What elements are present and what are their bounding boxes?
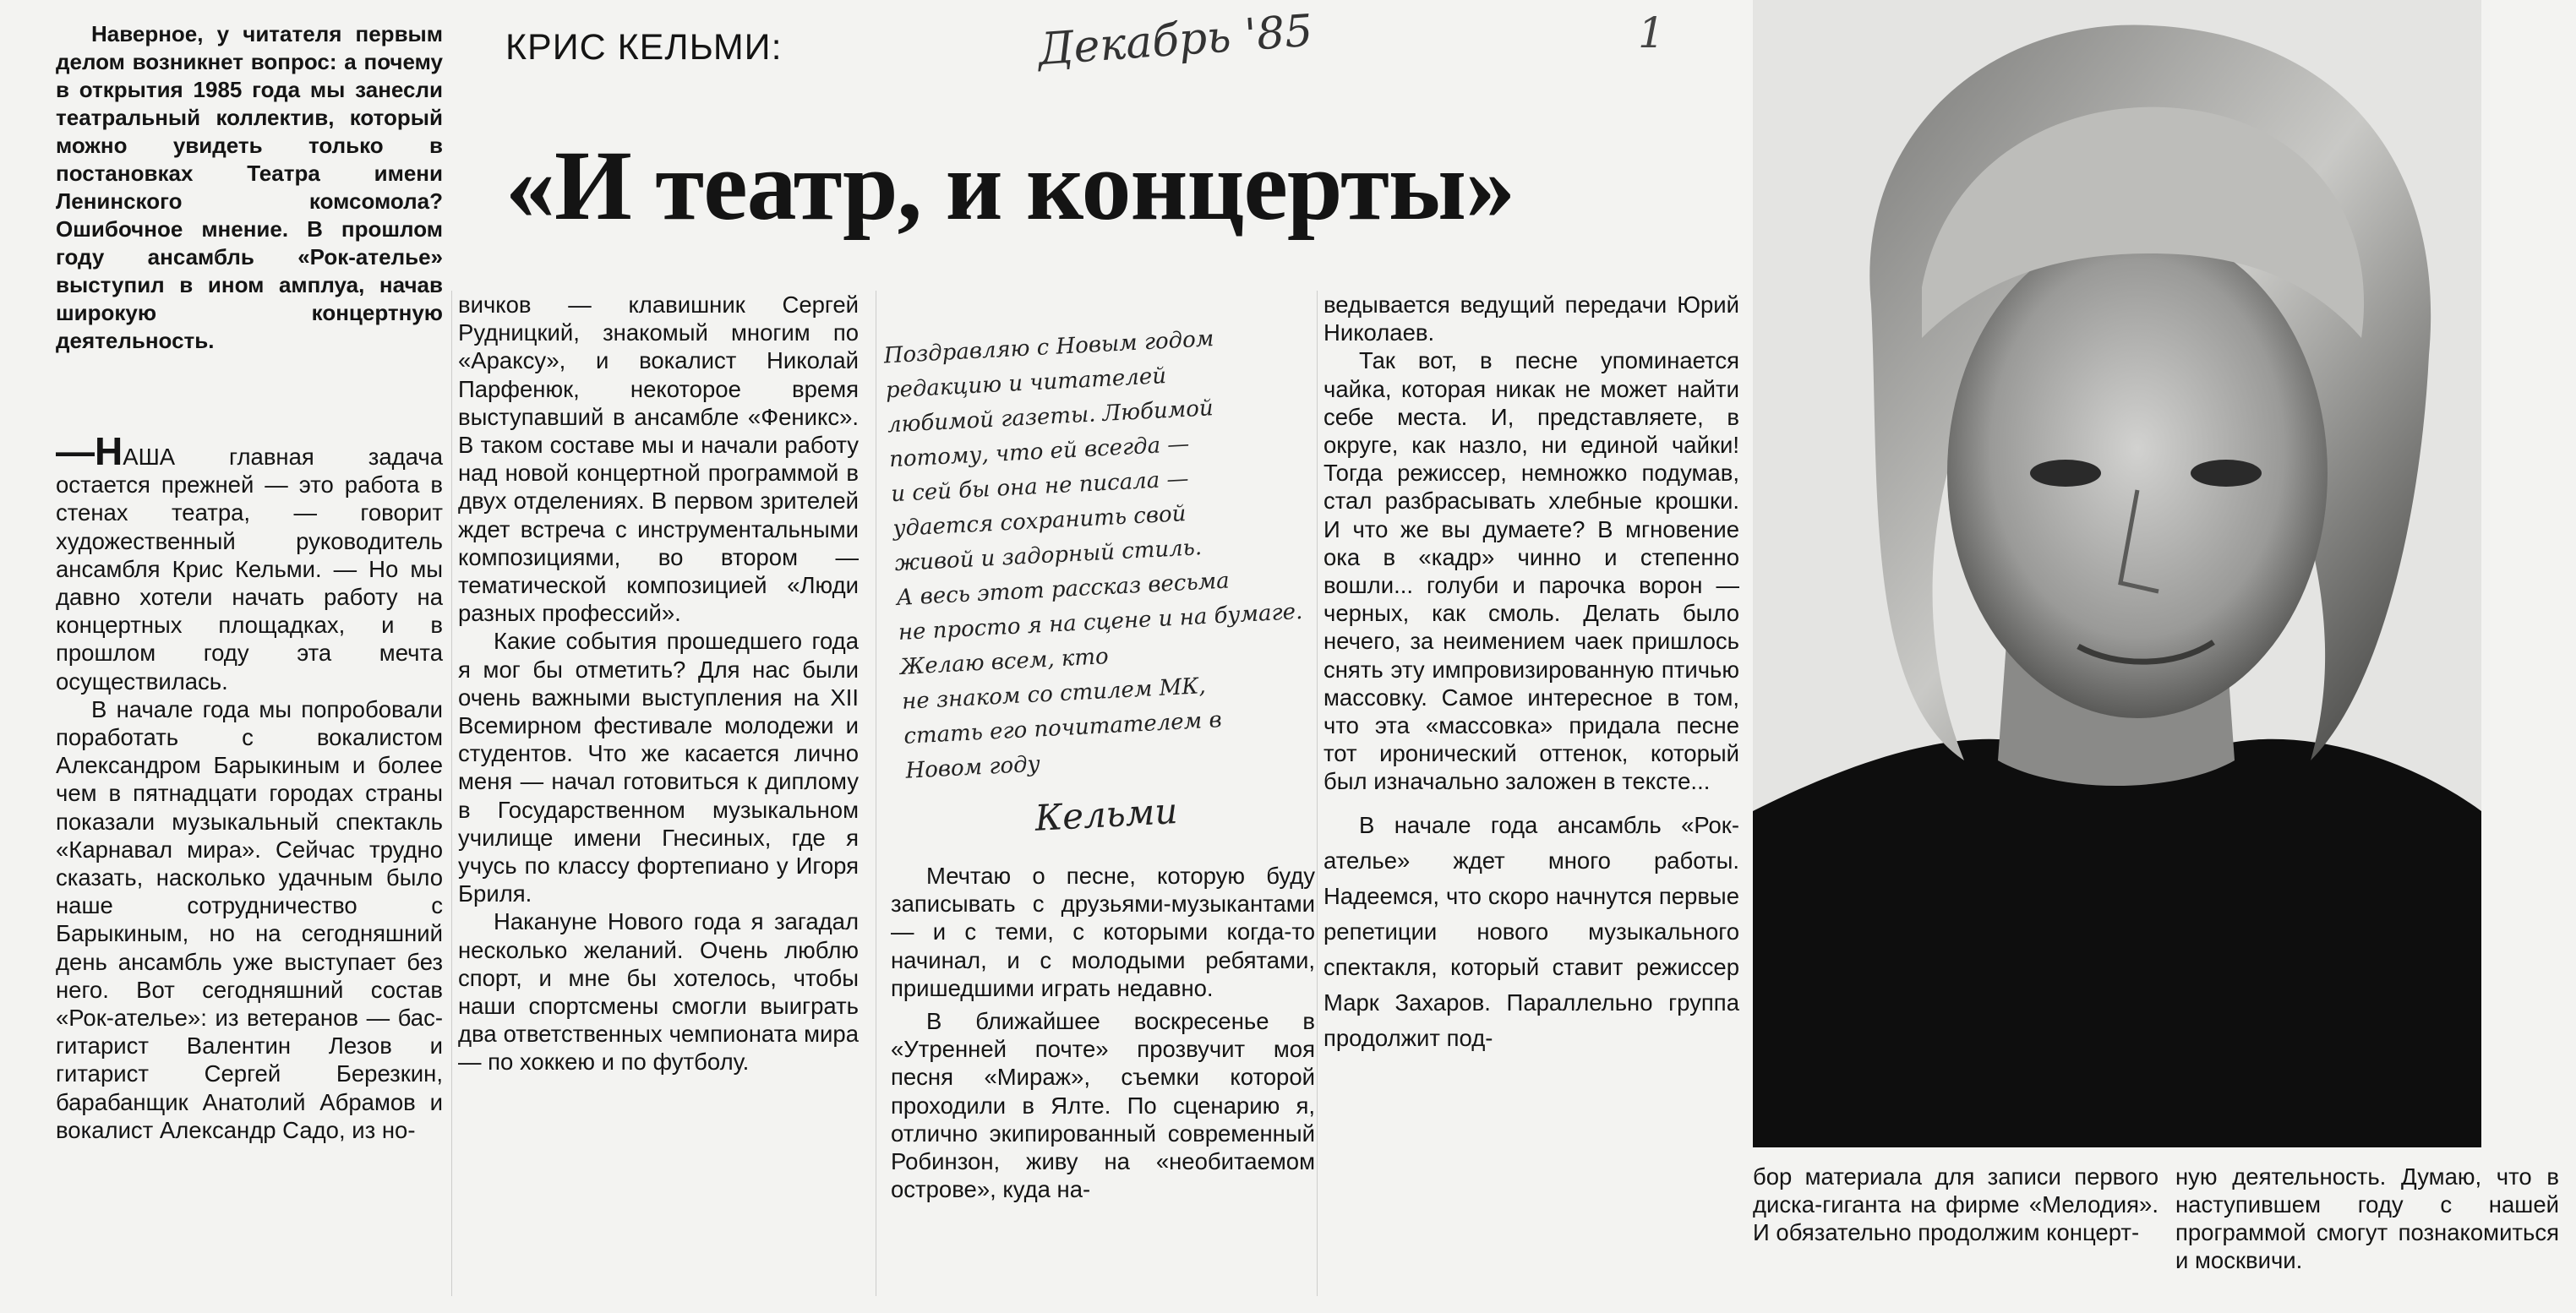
col2-paragraph-2: Какие события прошедшего года я мог бы отметить? Для нас были очень важными выступления на XII Всемирном фестивале молодежи и студентов. Что же касается лично меня — начал готовиться к диплому в Государственном музыкальном училище имени Гнесиных, где я учусь по классу фортепиано у Игоря Бриля. (458, 628, 859, 907)
col3-paragraph-1: Мечтаю о песне, которую буду записывать с друзьями-музыкантами — и с теми, с которыми когда-то начинал, и с молодыми ребятами, пришедшими играть недавно. (891, 863, 1315, 1001)
article-headline: «И театр, и концерты» (505, 130, 1515, 241)
lead-paragraph (56, 20, 443, 355)
hand-line: потому, что ей всегда — (888, 431, 1191, 473)
hand-line: Желаю всем, кто (899, 644, 1110, 680)
col1-paragraph-2: В начале года мы попробовали поработать с вокалистом Александром Барыкиным и более чем в пятнадцати городах страны показали музыкальный спектакль «Карнавал мира». Сейчас трудно сказать, насколько удачным было наше сотрудничество с Барыкиным, но на сегодняшний день ансамбль уже выступает без него. Вот сегодняшний состав «Рок-ателье»: из ветеранов — бас-гитарист Валентин Лезов и гитарист Сергей Березкин, барабанщик Анатолий Абрамов и вокалист Александр Садо, из но- (56, 695, 443, 1143)
column-6 (2175, 1163, 2559, 1274)
col1-p1-text: АША главная задача остается прежней — это работа в стенах театра, — говорит художественный руководитель ансамбля Крис Кельми. — Но мы давно хотели начать работу на концертных площадках, и в прошлом году эта мечта осуществилась. (56, 444, 443, 695)
hand-line: не просто я на сцене и на бумаге. (898, 598, 1303, 646)
col6-text: ную деятельность. Думаю, что в наступившем году с нашей программой смогут познакомиться и москвичи. (2175, 1163, 2559, 1273)
col4-paragraph-2: Так вот, в песне упоминается чайка, которая никак не может найти себе места. И, представляете, в округе, как назло, ни единой чайки! Тогда режиссер, немножко подумав, стал разбрасывать хлебные крошки. И что же вы думаете? В мгновение ока в «кадр» чинно и степенно вошли... голуби и парочка ворон — черных, как смоль. Делать было нечего, за неимением чаек пришлось снять эту импровизированную птичью массовку. Самое интересное в том, что эта «массовка» придала песне тот иронический оттенок, который был изначально заложен в тексте... (1323, 347, 1739, 795)
drop-cap: —Н (56, 429, 123, 473)
column-divider (1317, 291, 1318, 1296)
col4-paragraph-1: ведывается ведущий передачи Юрий Николаев. (1323, 291, 1739, 346)
column-divider (451, 291, 452, 1296)
signature-text: Кельми (1034, 790, 1179, 839)
hand-line: любимой газеты. Любимой (887, 395, 1214, 439)
hand-line: удается сохранить свой (892, 501, 1187, 542)
article-kicker: КРИС КЕЛЬМИ: (505, 27, 783, 68)
handwritten-date: Декабрь '85 (1036, 5, 1315, 76)
col2-paragraph-3: Накануне Нового года я загадал несколько желаний. Очень люблю спорт, и мне бы хотелось, чтобы наши спортсмены смогли выиграть два ответственных чемпионата мира — по хоккею и по футболу. (458, 908, 859, 1076)
col5-text: бор материала для записи первого диска-гиганта на фирме «Мелодия». И обязательно продолжим концерт- (1753, 1163, 2158, 1245)
column-4 (1323, 291, 1739, 1056)
column-3 (891, 862, 1315, 1203)
portrait-image (1753, 0, 2481, 1147)
hand-line: Поздравляю с Новым годом (883, 326, 1214, 369)
hand-line: живой и задорный стиль. (893, 535, 1203, 577)
column-2 (458, 291, 859, 1076)
col1-paragraph-1 (56, 429, 443, 695)
hand-line: Новом году (904, 751, 1041, 784)
handwritten-greeting (883, 317, 1332, 842)
col4-paragraph-3: В начале года ансамбль «Рок-ателье» ждет много работы. Надеемся, что скоро начнутся первые репетиции нового музыкального спектакля, который ставит режиссер Марк Захаров. Параллельно группа продолжит под- (1323, 811, 1739, 1051)
hand-line: стать его почитателем в (903, 707, 1223, 749)
hand-line: А весь этот рассказ весьма (896, 568, 1231, 612)
col2-paragraph-1: вичков — клавишник Сергей Рудницкий, знакомый многим по «Араксу», и вокалист Николай Парфенюк, некоторое время выступавший в ансамбле «Феникс». В таком составе мы и начали работу над новой концертной программой в двух отделениях. В первом зрителей ждет встреча с инструментальными композициями, во втором — тематической композицией «Люди разных профессий». (458, 291, 859, 627)
lead-text: Наверное, у читателя первым делом возникнет вопрос: а почему в открытия 1985 года мы занесли театральный коллектив, который можно увидеть только в постановках Театра имени Ленинского комсомола? Ошибочное мнение. В прошлом году ансамбль «Рок-ателье» выступил в ином амплуа, начав широкую концертную деятельность. (56, 21, 443, 353)
signature (1034, 786, 1332, 839)
col3-paragraph-2: В ближайшее воскресенье в «Утренней почте» прозвучит моя песня «Мираж», съемки которой проходили в Ялте. По сценарию я, отлично экипированный современный Робинзон, живу на «необитаемом острове», куда на- (891, 1008, 1315, 1203)
hand-line: редакцию и читателей (885, 363, 1167, 404)
hand-line: и сей бы она не писала — (890, 466, 1190, 508)
handwritten-page-number: 1 (1638, 8, 1665, 57)
column-5 (1753, 1163, 2158, 1246)
hand-line: не знаком со стилем МК, (901, 673, 1207, 715)
column-1 (56, 429, 443, 1144)
portrait-photo (1753, 0, 2481, 1147)
